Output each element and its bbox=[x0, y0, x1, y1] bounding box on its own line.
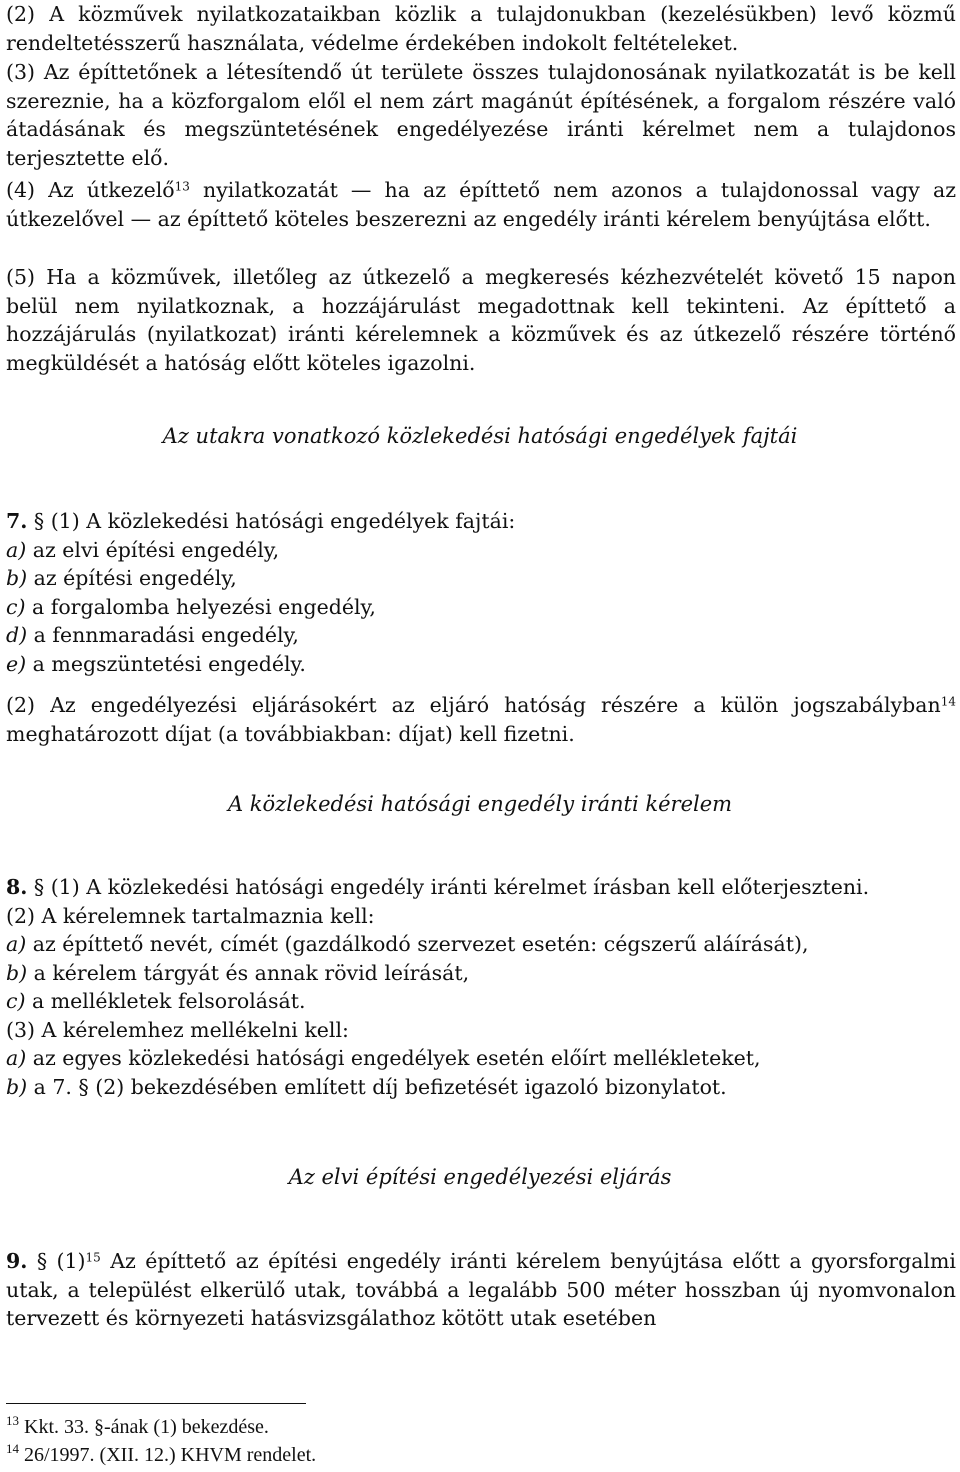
footnote-13: $^{13}$ Kkt. 33. §-ának (1) bekezdése. bbox=[6, 1413, 269, 1438]
section-heading-application: A közlekedési hatósági engedély iránti kérelem bbox=[227, 792, 733, 816]
paragraph-2: (2) A közművek nyilatkozataikban közlik a tulajdonukban (kezelésükben) levő közmű rendeltetésszerű használata, védelme érdekében indokolt feltételeket. bbox=[6, 2, 956, 55]
section-7 bbox=[6, 507, 956, 678]
list-item: b) az építési engedély, bbox=[6, 566, 237, 590]
list-item: a) az elvi építési engedély, bbox=[6, 537, 280, 562]
section-heading-preliminary-permit: Az elvi építési engedélyezési eljárás bbox=[288, 1165, 672, 1189]
list-item: c) a mellékletek felsorolását. bbox=[6, 989, 306, 1013]
section-heading-permit-types: Az utakra vonatkozó közlekedési hatósági engedélyek fajtái bbox=[162, 424, 798, 448]
footnote-divider bbox=[6, 1403, 306, 1404]
list-item: e) a megszüntetési engedély. bbox=[6, 651, 306, 676]
section-number: 7. bbox=[6, 509, 28, 533]
paragraph-3: (3) Az építtetőnek a létesítendő út területe összes tulajdonosának nyilatkozatát is be kell szereznie, ha a közforgalom elől el nem zárt magánút építésének, a forgalom részére való átadásának és megszüntetésének engedélyezése iránti kérelmet nem a tulajdonos terjesztette elő. bbox=[6, 60, 956, 170]
list-item: d) a fennmaradási engedély, bbox=[6, 623, 299, 647]
section-9: 9. § $(1)^{15}$ Az építtető az építési engedély iránti kérelem benyújtása előtt a gyorsforgalmi utak, a települést elkerülő utak, továbbá a legalább 500 méter hosszban új nyomvonalon tervezett és környezeti hatásvizsgálathoz kötött utak esetében bbox=[6, 1249, 956, 1330]
footnote-14: $^{14}$ 26/1997. (XII. 12.) KHVM rendelet. bbox=[6, 1441, 317, 1466]
list-item: a) az építtető nevét, címét (gazdálkodó szervezet esetén: cégszerű aláírását), bbox=[6, 932, 809, 956]
section-number: 8. bbox=[6, 875, 28, 899]
section-7-para-2: (2) Az engedélyezési eljárásokért az eljáró hatóság részére a külön jogszabályban$^{14}$ meghatározott díjat (a továbbiakban: díjat) kell fizetni. bbox=[6, 693, 956, 746]
footnote-ref-13[interactable]: 13 bbox=[174, 179, 190, 194]
section-8-para-3: (3) A kérelemhez mellékelni kell: bbox=[6, 1017, 349, 1042]
list-item: a) az egyes közlekedési hatósági engedélyek esetén előírt mellékleteket, bbox=[6, 1046, 761, 1070]
section-number: 9. bbox=[6, 1249, 28, 1273]
section-7-para-1: 7. § (1) A közlekedési hatósági engedélyek fajtái: bbox=[6, 509, 516, 533]
list-item: b) a 7. § (2) bekezdésében említett díj befizetését igazoló bizonylatot. bbox=[6, 1074, 727, 1099]
paragraph-4: (4) Az útkezelő$^{13}$ nyilatkozatát — ha az építtető nem azonos a tulajdonossal vagy az útkezelővel — az építtető köteles beszerezni az engedély iránti kérelem benyújtása előtt. bbox=[6, 178, 956, 231]
footnote-ref-14[interactable]: 14 bbox=[940, 694, 956, 709]
section-8-para-1: 8. § (1) A közlekedési hatósági engedély iránti kérelmet írásban kell előterjeszteni. bbox=[6, 875, 870, 899]
footnote-ref-15[interactable]: 15 bbox=[85, 1250, 101, 1265]
section-8 bbox=[6, 873, 956, 1101]
list-item: b) a kérelem tárgyát és annak rövid leírását, bbox=[6, 960, 470, 985]
list-item: c) a forgalomba helyezési engedély, bbox=[6, 594, 376, 619]
paragraph-5: (5) Ha a közművek, illetőleg az útkezelő a megkeresés kézhezvételét követő 15 napon belül nem nyilatkoznak, a hozzájárulást megadottnak kell tekinteni. Az építtető a hozzájárulás (nyilatkozat) iránti kérelemnek a közművek és az útkezelő részére történő megküldését a hatóság előtt köteles igazolni. bbox=[6, 265, 956, 375]
section-8-para-2: (2) A kérelemnek tartalmaznia kell: bbox=[6, 903, 375, 928]
